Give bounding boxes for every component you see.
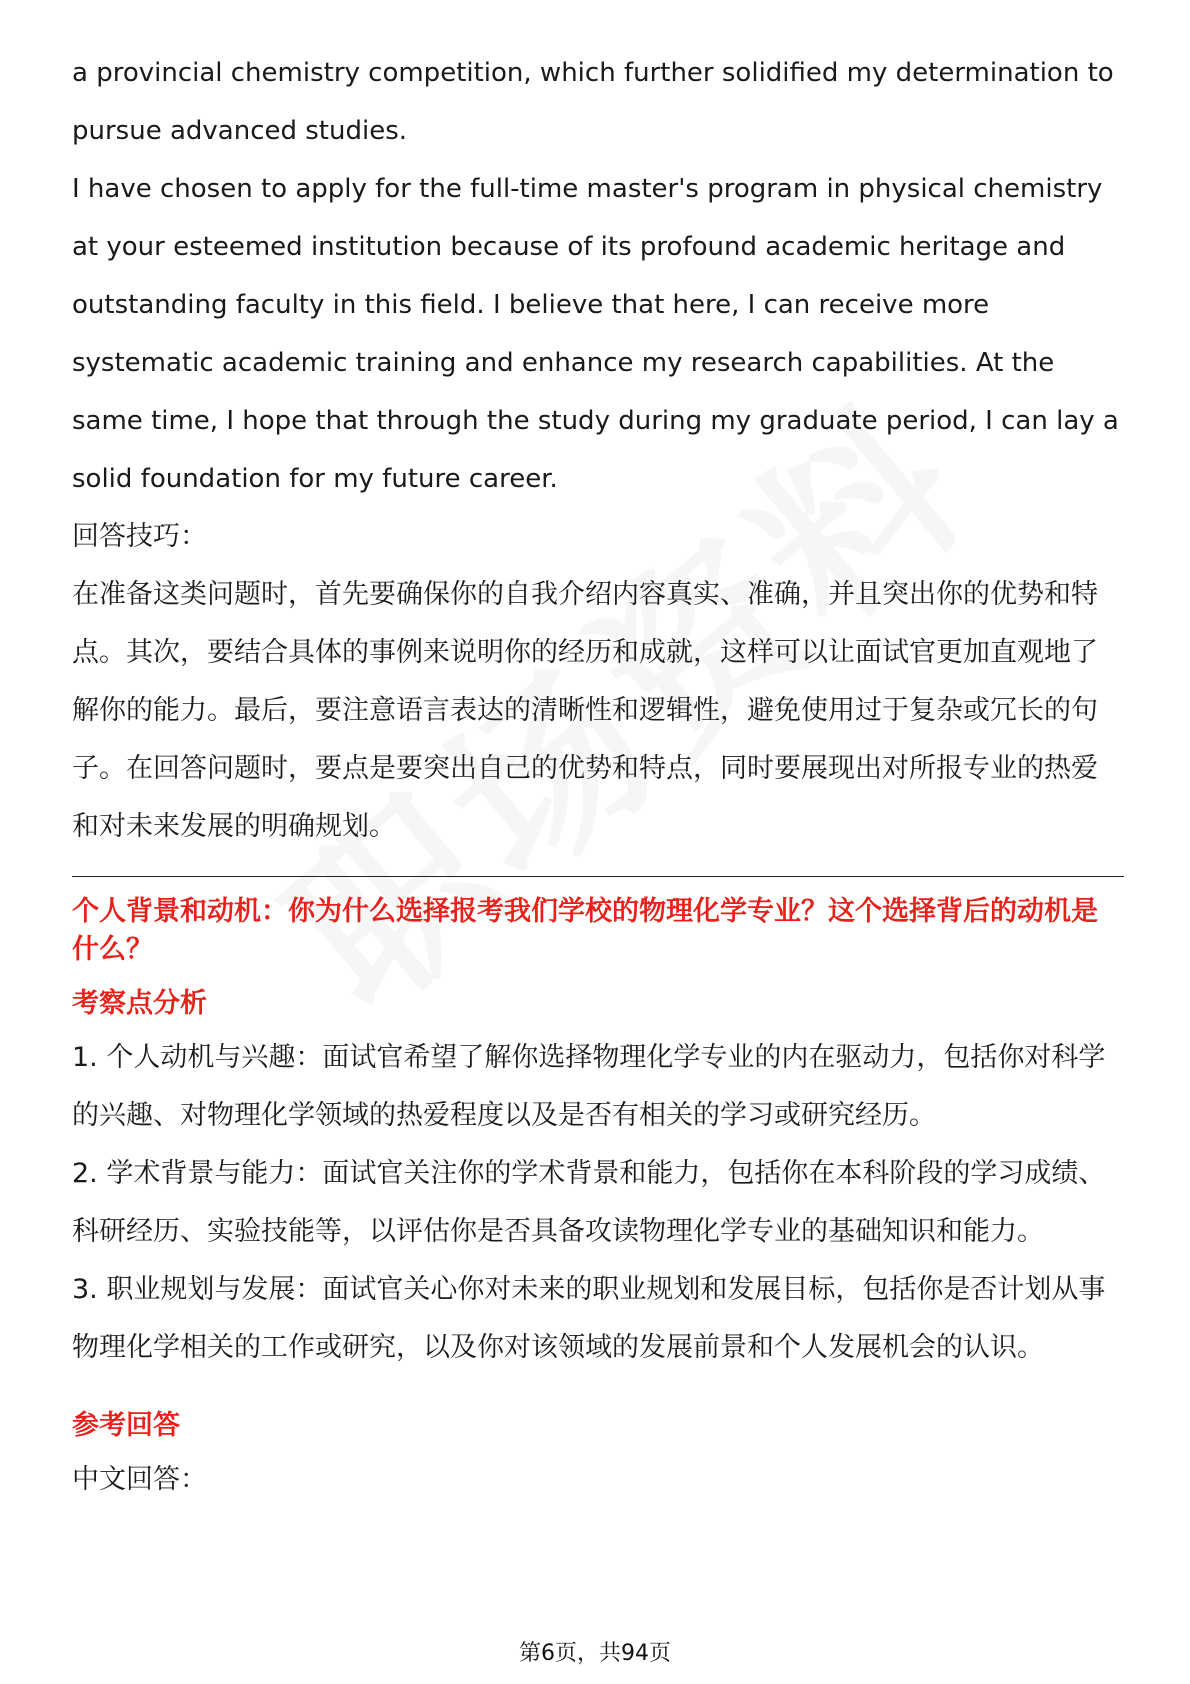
page-number: 第6页，共94页 <box>519 1641 671 1666</box>
analysis-item-3: 3. 职业规划与发展：面试官关心你对未来的职业规划和发展目标，包括你是否计划从事物理化学相关的工作或研究，以及你对该领域的发展前景和个人发展机会的认识。 <box>72 1274 1106 1363</box>
tips-label: 回答技巧： <box>72 521 207 552</box>
reference-heading: 参考回答 <box>72 1410 180 1441</box>
tips-text: 在准备这类问题时，首先要确保你的自我介绍内容真实、准确，并且突出你的优势和特点。其次，要结合具体的事例来说明你的经历和成就，这样可以让面试官更加直观地了解你的能力。最后，要注意语言表达的清晰性和逻辑性，避免使用过于复杂或冗长的句子。在回答问题时，要点是要突出自己的优势和特点，同时要展现出对所报专业的热爱和对未来发展的明确规划。 <box>72 579 1098 842</box>
question-heading: 个人背景和动机：你为什么选择报考我们学校的物理化学专业？这个选择背后的动机是什么？ <box>72 896 1098 965</box>
answer-continuation-paragraph-1: a provincial chemistry competition, which further solidified my determination to pursue advanced studies. <box>72 58 1114 146</box>
analysis-heading: 考察点分析 <box>72 988 207 1019</box>
section-divider <box>72 876 1124 877</box>
reference-sub-label: 中文回答： <box>72 1464 207 1495</box>
page-content <box>72 44 1124 1509</box>
answer-continuation-paragraph-2: I have chosen to apply for the full-time master's program in physical chemistry at your esteemed institution because of its profound academic heritage and outstanding faculty in this field. I believe that here, I can receive more systematic academic training and enhance my research capabilities. At the same time, I hope that through the study during my graduate period, I can lay a solid foundation for my future career. <box>72 174 1119 494</box>
analysis-item-2: 2. 学术背景与能力：面试官关注你的学术背景和能力，包括你在本科阶段的学习成绩、科研经历、实验技能等，以评估你是否具备攻读物理化学专业的基础知识和能力。 <box>72 1158 1106 1247</box>
analysis-item-1: 1. 个人动机与兴趣：面试官希望了解你选择物理化学专业的内在驱动力，包括你对科学的兴趣、对物理化学领域的热爱程度以及是否有相关的学习或研究经历。 <box>72 1042 1106 1131</box>
